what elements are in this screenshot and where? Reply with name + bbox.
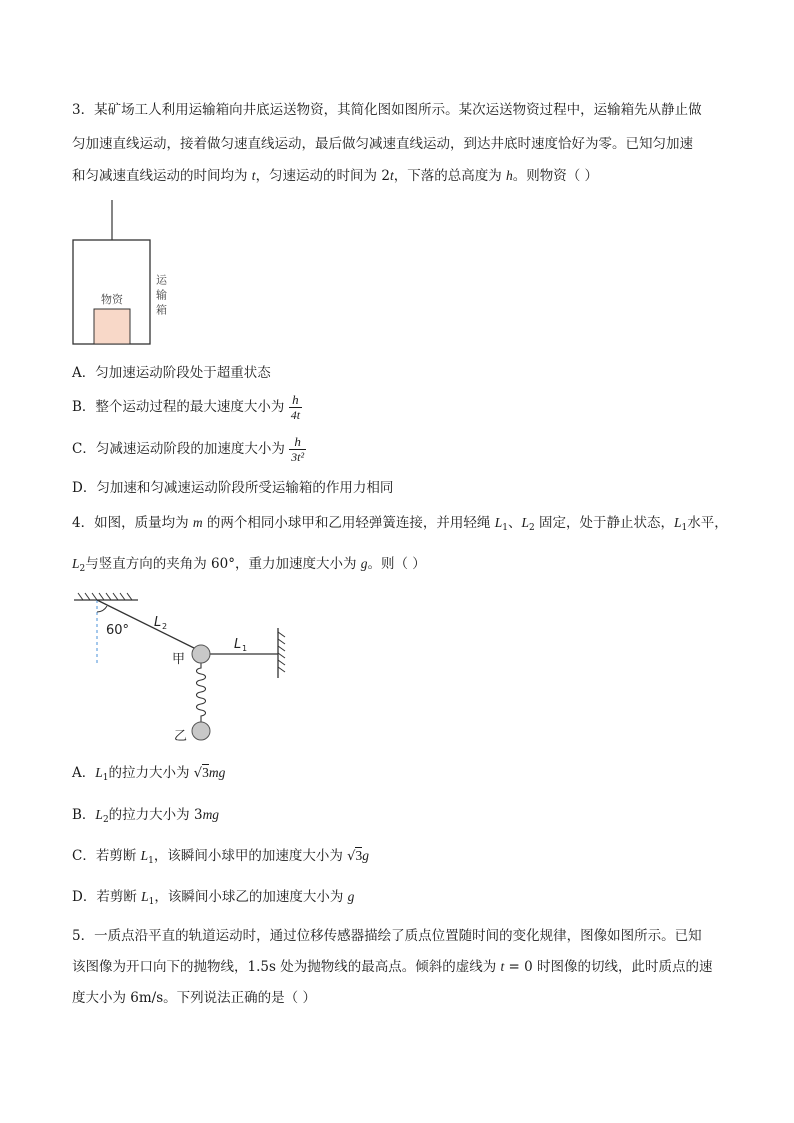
acceleration-fraction: $\frac{h}{\text{3t²}}$ — [291, 434, 305, 464]
q4-line-1: 4．如图，质量均为 m 的两个相同小球甲和乙用轻弹簧连接，并用轻绳 $L_1$、$L_2$ 固定，处于静止状态，$L_1$水平， — [72, 515, 728, 533]
max-speed-fraction: $\frac{h}{4t}$ — [290, 392, 301, 422]
cargo-label: 物资 — [101, 293, 123, 306]
q4-option-c: C．若剪断 $L_1$，该瞬间小球甲的加速度大小为 √3g — [72, 848, 369, 866]
spring — [197, 662, 206, 722]
rope-l1-subscript: 1 — [242, 644, 248, 653]
ball-yi-label: 乙 — [174, 729, 188, 744]
rope-l2-label: L — [154, 615, 162, 630]
cargo — [94, 309, 130, 344]
ceiling-hatch — [78, 593, 132, 600]
q4-option-a: A．$L_1$的拉力大小为 √3mg — [72, 765, 226, 783]
rope-l2-subscript: 2 — [162, 622, 168, 631]
q5-line-2: 该图像为开口向下的抛物线，1.5s 处为抛物线的最高点。倾斜的虚线为 t = 0 时图像的切线，此时质点的速 — [72, 959, 713, 975]
q3-figure-transport-box — [68, 196, 178, 348]
q3-option-a: A．匀加速运动阶段处于超重状态 — [72, 365, 271, 381]
rope-l1-label: L — [234, 637, 242, 652]
q4-line-2: $L_2$与竖直方向的夹角为 60°，重力加速度大小为 g。则（ ） — [72, 556, 426, 574]
angle-label: 60° — [106, 623, 130, 638]
wall-hatch — [278, 632, 285, 672]
ball-jia — [192, 645, 210, 663]
ball-yi — [192, 722, 210, 740]
q4-option-d: D．若剪断 $L_1$，该瞬间小球乙的加速度大小为 g — [72, 889, 355, 907]
q4-option-b: B．$L_2$的拉力大小为 3mg — [72, 807, 220, 825]
q3-line-3: 和匀减速直线运动的时间均为 t，匀速运动的时间为 2t，下落的总高度为 h。则物资（ ） — [72, 168, 599, 184]
ball-jia-label: 甲 — [172, 652, 186, 667]
angle-arc — [97, 606, 107, 612]
q4-figure-spring-balls — [68, 588, 300, 746]
q3-option-d: D．匀加速和匀减速运动阶段所受运输箱的作用力相同 — [72, 480, 394, 496]
q3-line-1: 3．某矿场工人利用运输箱向井底运送物资，其简化图如图所示。某次运送物资过程中，运输箱先从静止做 — [72, 102, 702, 118]
q5-line-3: 度大小为 6m/s。下列说法正确的是（ ） — [72, 990, 316, 1006]
q3-option-b: B．整个运动过程的最大速度大小为 $\frac{h}{4t}$ — [72, 392, 301, 422]
q3-line-2: 匀加速直线运动，接着做匀速直线运动，最后做匀减速直线运动，到达井底时速度恰好为零。已知匀加速 — [72, 136, 693, 152]
q3-option-c: C．匀减速运动阶段的加速度大小为 $\frac{h}{\text{3t²}}$ — [72, 434, 305, 464]
box-label: 运输箱 — [154, 274, 168, 319]
q5-line-1: 5．一质点沿平直的轨道运动时，通过位移传感器描绘了质点位置随时间的变化规律，图像如图所示。已知 — [72, 928, 702, 944]
